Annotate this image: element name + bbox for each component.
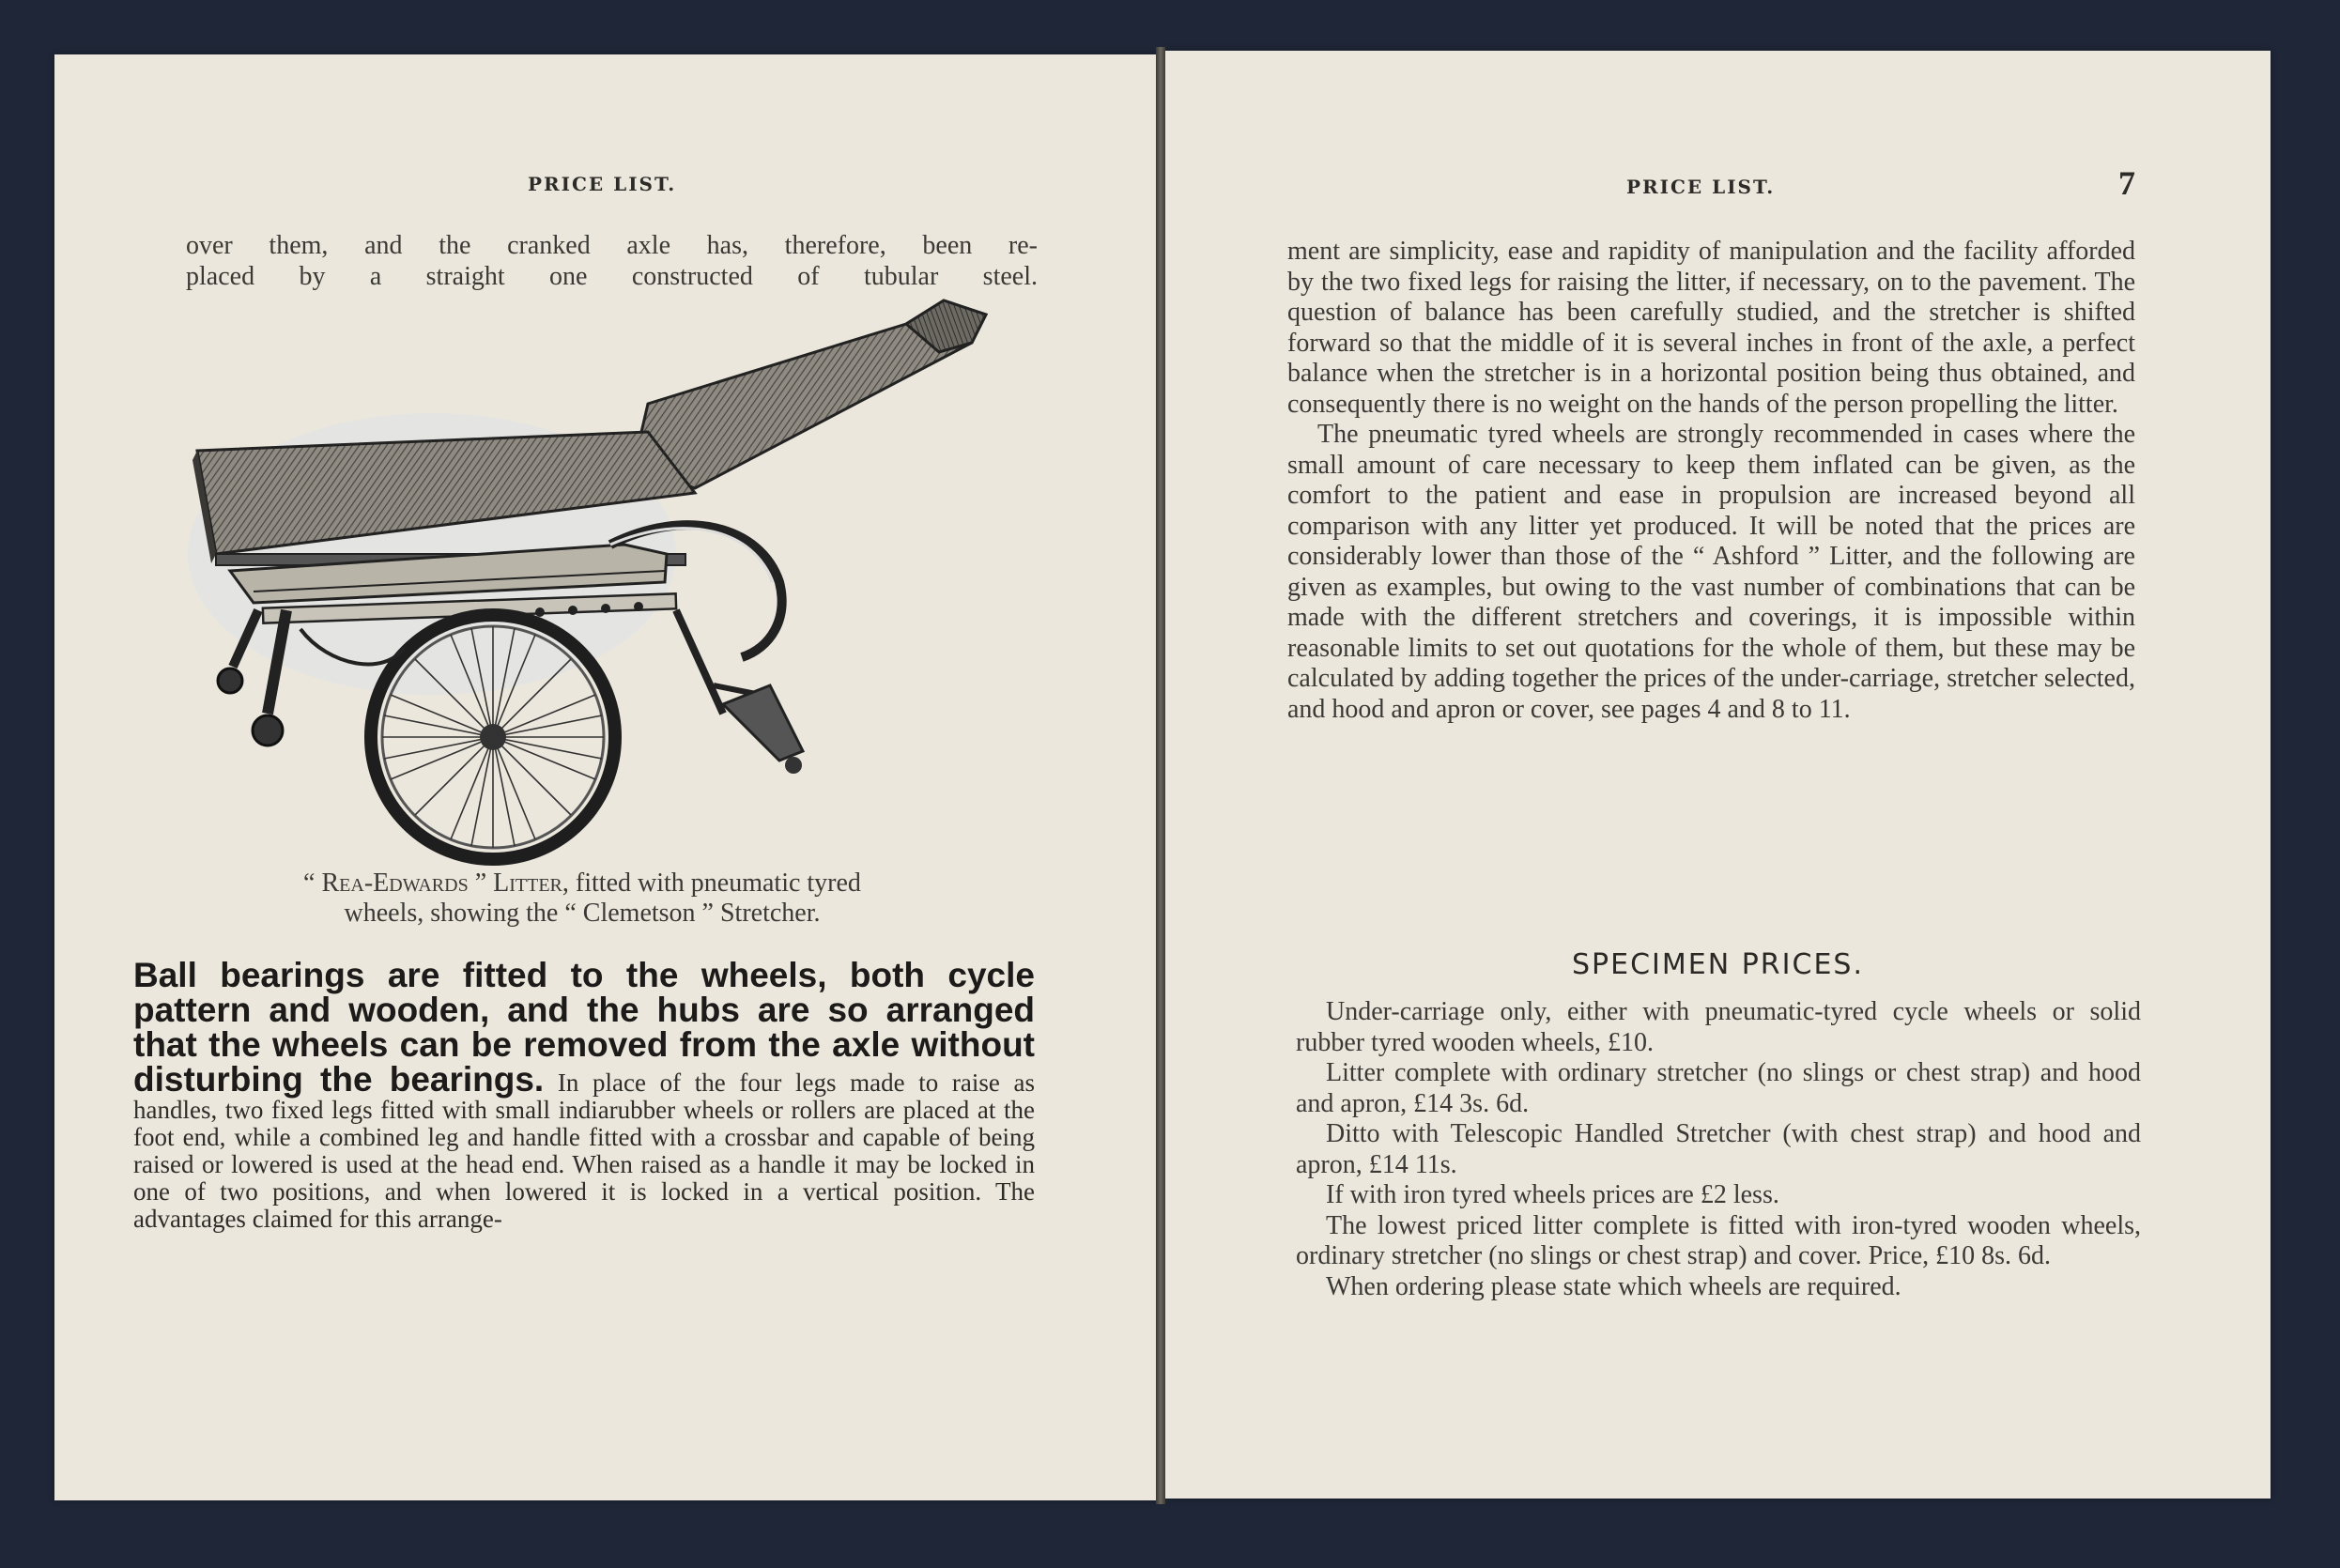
specimen-item: The lowest priced litter complete is fitted with iron-tyred wooden wheels, ordinary stretcher (no slings or chest strap) and cover. Price, £10 8s. 6d. [1296,1210,2141,1270]
book-gutter [1156,47,1165,1504]
figure-caption [160,869,1005,929]
specimen-item: When ordering please state which wheels are required. [1326,1271,1901,1301]
caption-quote-close: ” [474,869,487,898]
head-leg-handle [676,610,803,774]
specimen-prices-heading: SPECIMEN PRICES. [1572,948,1864,981]
stretcher-backrest [634,300,986,488]
right-body-text [1287,237,2135,725]
left-running-head: PRICE LIST. [528,173,677,195]
right-paragraph-1: ment are simplicity, ease and rapidity of manipulation and the facility afforded by the two fixed legs for raising the litter, if necessary, on to the pavement. The question of balance has been carefully studied, and the stretcher is shifted forward so that the middle of it is several inches in front of the axle, a perfect balance when the stretcher is in a horizontal position being thus obtained, and consequently there is no weight on the hands of the person propelling the litter. [1287,237,2135,419]
specimen-prices-list [1296,997,2141,1302]
caption-rest-line-1: , fitted with pneumatic tyred [562,869,861,898]
pneumatic-wheel [371,615,615,859]
specimen-item: Ditto with Telescopic Handled Stretcher (with chest strap) and hood and apron, £14 11s. [1296,1119,2141,1179]
specimen-item: Under-carriage only, either with pneumatic-tyred cycle wheels or solid rubber tyred wooden wheels, £10. [1296,997,2141,1057]
right-paragraph-2: The pneumatic tyred wheels are strongly recommended in cases where the small amount of care necessary to keep them inflated can be given, as the comfort to the patient and ease in propulsion are increased beyond all comparison with any litter yet produced. It will be noted that the prices are considerably lower than those of the “ Ashford ” Litter, and the following are given as examples, but owing to the vast number of combinations that can be made with the different stretchers and coverings, it is impossible within reasonable limits to set out quotations for the whole of them, but these may be calculated by adding together the prices of the under-carriage, stretcher selected, and hood and apron or cover, see pages 4 and 8 to 11. [1287,420,2135,724]
intro-line-1: over them, and the cranked axle has, therefore, been re- [186,231,1038,260]
left-body-text [133,958,1035,1233]
page-number: 7 [2118,164,2135,202]
litter-illustration [122,272,1061,869]
caption-line-1 [160,869,1005,899]
right-running-head: PRICE LIST. [1626,176,1776,198]
specimen-item: Litter complete with ordinary stretcher (no slings or chest strap) and hood and apron, £14 3s. 6d. [1296,1058,2141,1118]
caption-line-2: wheels, showing the “ Clemetson ” Stretcher. [344,899,821,928]
caption-quote-open: “ [303,869,316,898]
caption-litter-word: Litter [493,869,562,898]
caption-litter-name: Rea-Edwards [321,869,469,898]
left-body-paragraph: In place of the four legs made to raise as handles, two fixed legs fitted with small indiarubber wheels or rollers are placed at the foot end, while a combined leg and handle fitted with a crossbar and capable of being raised or lowered is used at the head end. When raised as a handle it may be locked in one of two positions, and when lowered it is locked in a vertical position. The advantages claimed for this arrange- [133,1068,1036,1233]
bold-lead-text: Ball bearings are fitted to the wheels, both cycle pattern and wooden, and the hubs are so arranged that the wheels can be removed from the axle without disturbing the bearings. [133,956,1035,1099]
specimen-item: If with iron tyred wheels prices are £2 less. [1326,1180,1779,1209]
intro-line-2: placed by a straight one constructed of tubular steel. [186,261,1038,291]
